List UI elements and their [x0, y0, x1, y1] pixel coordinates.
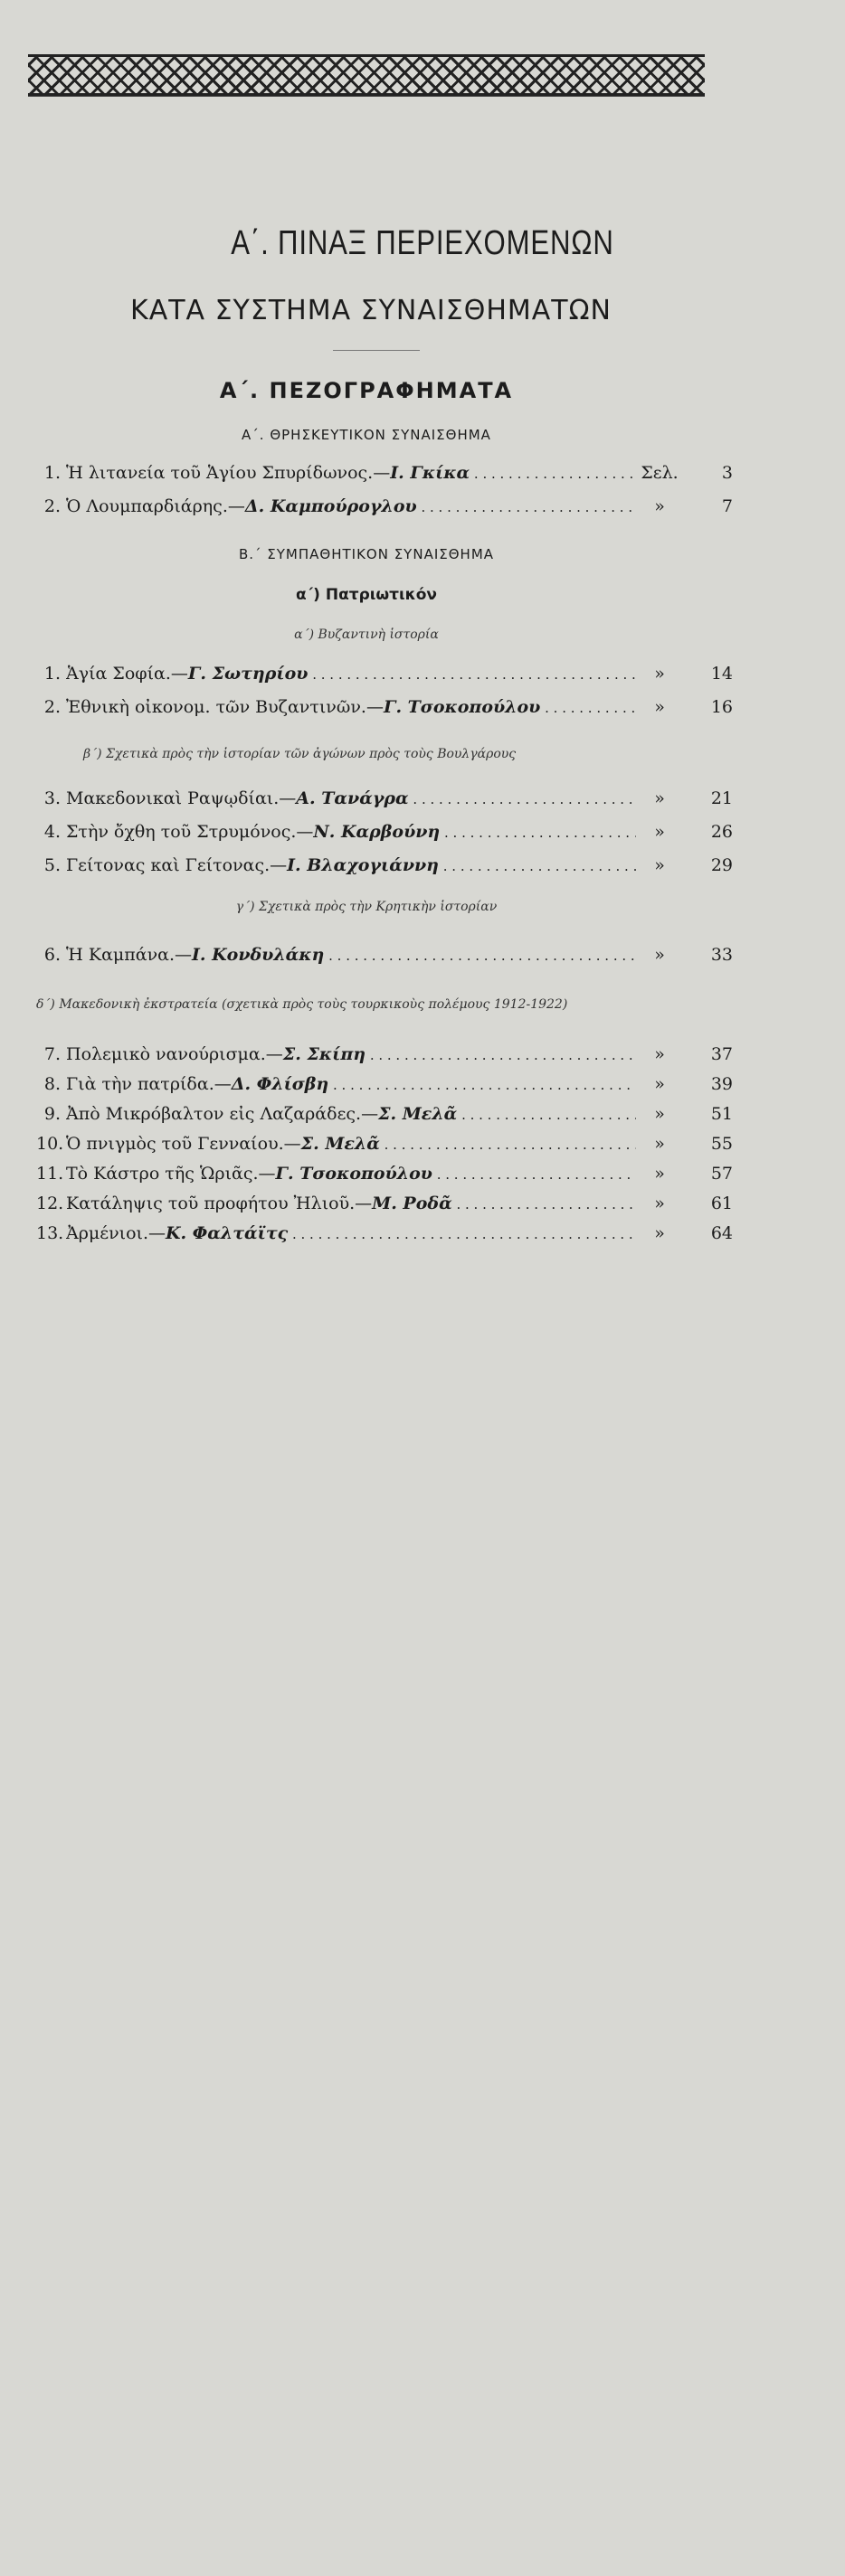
entry-number: 6. — [43, 945, 61, 965]
entry-number: 13. — [36, 1223, 64, 1243]
entry-author: Ι. Βλαχογιάννη — [287, 855, 439, 875]
toc-entry[interactable] — [36, 1130, 733, 1157]
entry-number: 2. — [43, 496, 61, 516]
entry-page: 7 — [721, 496, 733, 516]
toc-entry[interactable] — [36, 1071, 733, 1098]
entry-page-label: » — [654, 1194, 665, 1213]
entry-page-label: » — [654, 664, 665, 684]
toc-entry[interactable] — [36, 1100, 733, 1128]
toc-entry[interactable] — [36, 785, 733, 812]
group-note: β΄) Σχετικὰ πρὸς τὴν ἱστορίαν τῶν ἀγώνων πρὸς τοὺς Βουλγάρους — [83, 747, 517, 761]
entry-title: Ἀρμένιοι.— — [66, 1223, 166, 1243]
entry-number: 3. — [43, 788, 61, 808]
entry-page: 39 — [710, 1074, 733, 1094]
toc-entry[interactable] — [36, 852, 733, 879]
entry-title: Ἁγία Σοφία.— — [66, 664, 188, 684]
group-note: δ΄) Μακεδονικὴ ἐκστρατεία (σχετικὰ πρὸς τοὺς τουρκικοὺς πολέμους 1912-1922) — [36, 997, 568, 1012]
entry-page: 26 — [710, 822, 733, 842]
group-note: γ΄) Σχετικὰ πρὸς τὴν Κρητικὴν ἱστορίαν — [235, 900, 498, 914]
entry-author: Γ. Τσοκοπούλου — [383, 697, 541, 717]
toc-entry[interactable] — [36, 660, 733, 687]
entry-page: 29 — [710, 855, 733, 875]
entry-page-label: » — [654, 788, 665, 808]
entry-page-label: » — [654, 1164, 665, 1184]
entry-page: 57 — [710, 1164, 733, 1184]
page-title: Α΄. ΠΙΝΑΞ ΠΕΡΙΕΧΟΜΕΝΩΝ — [231, 224, 614, 262]
entry-author: Σ. Μελᾶ — [378, 1104, 458, 1124]
decorative-border — [28, 54, 705, 96]
entry-page-label: » — [654, 1223, 665, 1243]
divider — [28, 96, 705, 97]
entry-number: 1. — [43, 664, 61, 684]
entry-number: 5. — [43, 855, 61, 875]
entry-author: Γ. Τσοκοπούλου — [275, 1164, 432, 1184]
entry-page: 3 — [721, 463, 733, 483]
entry-number: 9. — [43, 1104, 61, 1124]
entry-title: Τὸ Κάστρο τῆς Ὡριᾶς.— — [66, 1164, 276, 1184]
toc-entry[interactable] — [36, 1160, 733, 1187]
entry-page: 16 — [710, 697, 733, 717]
entry-page: 37 — [710, 1044, 733, 1064]
entry-title: Ὁ Λουμπαρδιάρης.— — [66, 496, 245, 516]
entry-author: Ι. Κονδυλάκη — [192, 945, 325, 965]
entry-author: Γ. Σωτηρίου — [187, 664, 309, 684]
entry-title: Μακεδονικαὶ Ραψῳδίαι.— — [66, 788, 297, 808]
entry-number: 12. — [36, 1194, 64, 1213]
entry-author: Ν. Καρβούνη — [313, 822, 441, 842]
entry-number: 7. — [43, 1044, 61, 1064]
entry-page: 64 — [710, 1223, 733, 1243]
entry-page-label: » — [654, 1044, 665, 1064]
entry-page-label: » — [654, 496, 665, 516]
entry-title: Ἡ Καμπάνα.— — [66, 945, 193, 965]
toc-entry[interactable] — [36, 941, 733, 968]
toc-entry[interactable] — [36, 1220, 733, 1247]
entry-page: 55 — [710, 1134, 733, 1154]
entry-page: 51 — [710, 1104, 733, 1124]
entry-page-label: » — [654, 1134, 665, 1154]
toc-entry[interactable] — [36, 1190, 733, 1217]
toc-entry[interactable] — [36, 1041, 733, 1068]
toc-entry[interactable] — [36, 459, 733, 486]
entry-number: 8. — [43, 1074, 61, 1094]
entry-number: 11. — [36, 1164, 64, 1184]
toc-entry[interactable] — [36, 818, 733, 845]
entry-page-label: » — [654, 855, 665, 875]
divider — [333, 350, 420, 351]
category-heading: Α΄. ΘΡΗΣΚΕΥΤΙΚΟΝ ΣΥΝΑΙΣΘΗΜΑ — [242, 427, 491, 443]
entry-title: Πολεμικὸ νανούρισμα.— — [66, 1044, 283, 1064]
toc-entry[interactable] — [36, 694, 733, 721]
entry-title: Ἀπὸ Μικρόβαλτον εἰς Λαζαράδες.— — [66, 1104, 379, 1124]
entry-author: Δ. Καμπούρογλου — [244, 496, 417, 516]
entry-title: Ἐθνικὴ οἰκονομ. τῶν Βυζαντινῶν.— — [66, 697, 384, 717]
entry-title: Γείτονας καὶ Γείτονας.— — [66, 855, 288, 875]
subcategory-heading: α΄) Πατριωτικόν — [295, 586, 437, 604]
entry-author: Μ. Ροδᾶ — [372, 1194, 452, 1213]
entry-author: Α. Τανάγρα — [296, 788, 409, 808]
entry-title: Γιὰ τὴν πατρίδα.— — [66, 1074, 232, 1094]
toc-entry[interactable] — [36, 493, 733, 520]
entry-title: Κατάληψις τοῦ προφήτου Ἠλιοῦ.— — [66, 1194, 373, 1213]
section-title: Α΄. ΠΕΖΟΓΡΑΦΗΜΑΤΑ — [219, 378, 514, 403]
entry-number: 10. — [36, 1134, 64, 1154]
entry-page: 14 — [710, 664, 733, 684]
entry-title: Στὴν ὄχθη τοῦ Στρυμόνος.— — [66, 822, 314, 842]
entry-page-label: » — [654, 697, 665, 717]
entry-number: 1. — [43, 463, 61, 483]
entry-page: 33 — [710, 945, 733, 965]
entry-number: 2. — [43, 697, 61, 717]
entry-author: Δ. Φλίσβη — [231, 1074, 329, 1094]
entry-page-label: » — [654, 1074, 665, 1094]
entry-page: 61 — [710, 1194, 733, 1213]
entry-author: Κ. Φαλτάϊτς — [166, 1223, 289, 1243]
entry-page: 21 — [710, 788, 733, 808]
entry-page-label: » — [654, 1104, 665, 1124]
entry-page-label: » — [654, 945, 665, 965]
entry-author: Σ. Μελᾶ — [300, 1134, 380, 1154]
group-note: α΄) Βυζαντινὴ ἱστορία — [294, 627, 439, 642]
entry-title: Ἡ λιτανεία τοῦ Ἁγίου Σπυρίδωνος.— — [66, 463, 391, 483]
entry-number: 4. — [43, 822, 61, 842]
entry-author: Ι. Γκίκα — [390, 463, 470, 483]
entry-page-label: » — [654, 822, 665, 842]
entry-author: Σ. Σκίπη — [282, 1044, 366, 1064]
page-subtitle: ΚΑΤΑ ΣΥΣΤΗΜΑ ΣΥΝΑΙΣΘΗΜΑΤΩΝ — [130, 295, 612, 326]
entry-page-label: Σελ. — [641, 463, 679, 483]
category-heading: Β.΄ ΣΥΜΠΑΘΗΤΙΚΟΝ ΣΥΝΑΙΣΘΗΜΑ — [238, 546, 495, 562]
entry-title: Ὁ πνιγμὸς τοῦ Γενναίου.— — [66, 1134, 301, 1154]
